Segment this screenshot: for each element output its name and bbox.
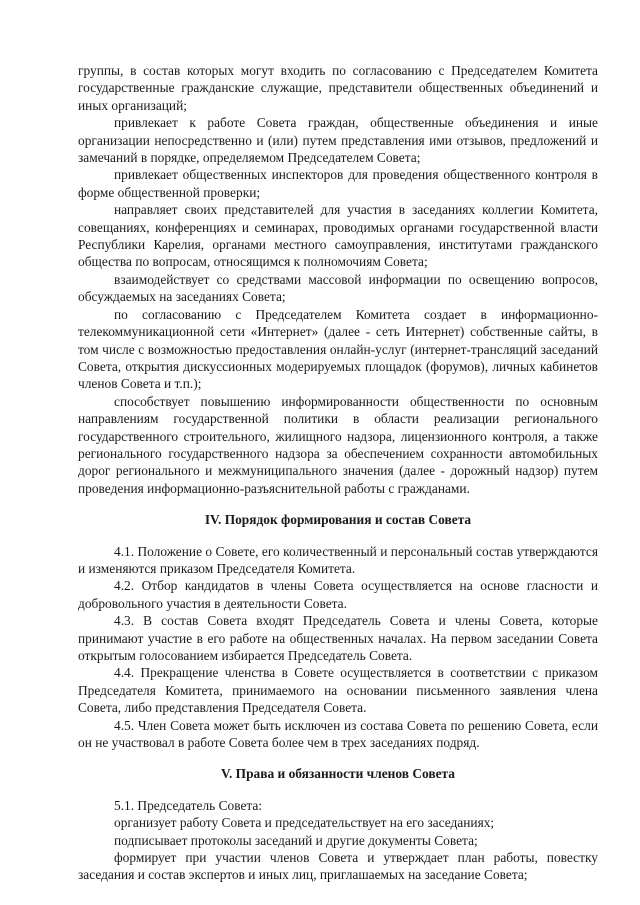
document-page [78, 62, 598, 884]
paragraph: привлекает общественных инспекторов для проведения общественного контроля в форме общественной проверки; [78, 167, 598, 200]
paragraph: 5.1. Председатель Совета: [114, 797, 263, 813]
section-heading: V. Права и обязанности членов Совета [221, 766, 455, 782]
paragraph: привлекает к работе Совета граждан, общественные объединения и иные организации непосредственно и (или) путем представления ими отзывов, предложений и замечаний в порядке, определяемом Председателем Совета; [78, 115, 598, 166]
paragraph: 4.1. Положение о Совете, его количественный и персональный состав утверждаются и изменяются приказом Председателя Комитета. [78, 543, 598, 576]
paragraph: 4.3. В состав Совета входят Председатель Совета и члены Совета, которые принимают участие в его работе на общественных началах. На первом заседании Совета открытым голосованием избирается Председатель Совета. [78, 613, 598, 663]
paragraph: группы, в состав которых могут входить по согласованию с Председателем Комитета государственные гражданские служащие, представители общественных объединений и иных организаций; [78, 63, 598, 113]
paragraph: способствует повышению информированности общественности по основным направлениям государственной политики в области реализации регионального государственного строительного, жилищного надзора, лицензионного контроля, а также регионального государственного надзора за обеспечением сохранности автомобильных дорог регионального и межмуниципального значения (далее - дорожный надзор) путем проведения информационно-разъяснительной работы с гражданами. [78, 393, 598, 496]
paragraph: формирует при участии членов Совета и утверждает план работы, повестку заседания и состав экспертов и иных лиц, приглашаемых на заседание Совета; [78, 850, 598, 883]
section-heading: IV. Порядок формирования и состав Совета [204, 512, 472, 528]
paragraph: 4.2. Отбор кандидатов в члены Совета осуществляется на основе гласности и добровольного участия в деятельности Совета. [78, 578, 598, 611]
paragraph: направляет своих представителей для участия в заседаниях коллегии Комитета, совещаниях, конференциях и семинарах, проводимых органами государственной власти Республики Карелия, органами местного самоуправления, институтами гражданского общества по вопросам, относящимся к полномочиям Совета; [78, 202, 598, 270]
paragraph: подписывает протоколы заседаний и другие документы Совета; [114, 832, 478, 848]
paragraph: по согласованию с Председателем Комитета создает в информационно-телекоммуникационной сети «Интернет» (далее - сеть Интернет) собственные сайты, в том числе с возможностью предоставления онлайн-услуг (интернет-трансляций заседаний Совета, открытия дискуссионных модерируемых площадок (форумов), личных кабинетов членов Совета и т.п.); [78, 306, 598, 392]
paragraph: организует работу Совета и председательствует на его заседаниях; [114, 815, 495, 831]
paragraph: взаимодействует со средствами массовой информации по освещению вопросов, обсуждаемых на заседаниях Совета; [78, 271, 598, 305]
paragraph: 4.5. Член Совета может быть исключен из состава Совета по решению Совета, если он не участвовал в работе Совета более чем в трех заседаниях подряд. [78, 717, 598, 751]
paragraph: 4.4. Прекращение членства в Совете осуществляется в соответствии с приказом Председателя Комитета, принимаемого на основании письменного заявления члена Совета, либо представления Председателя Совета. [78, 665, 598, 716]
